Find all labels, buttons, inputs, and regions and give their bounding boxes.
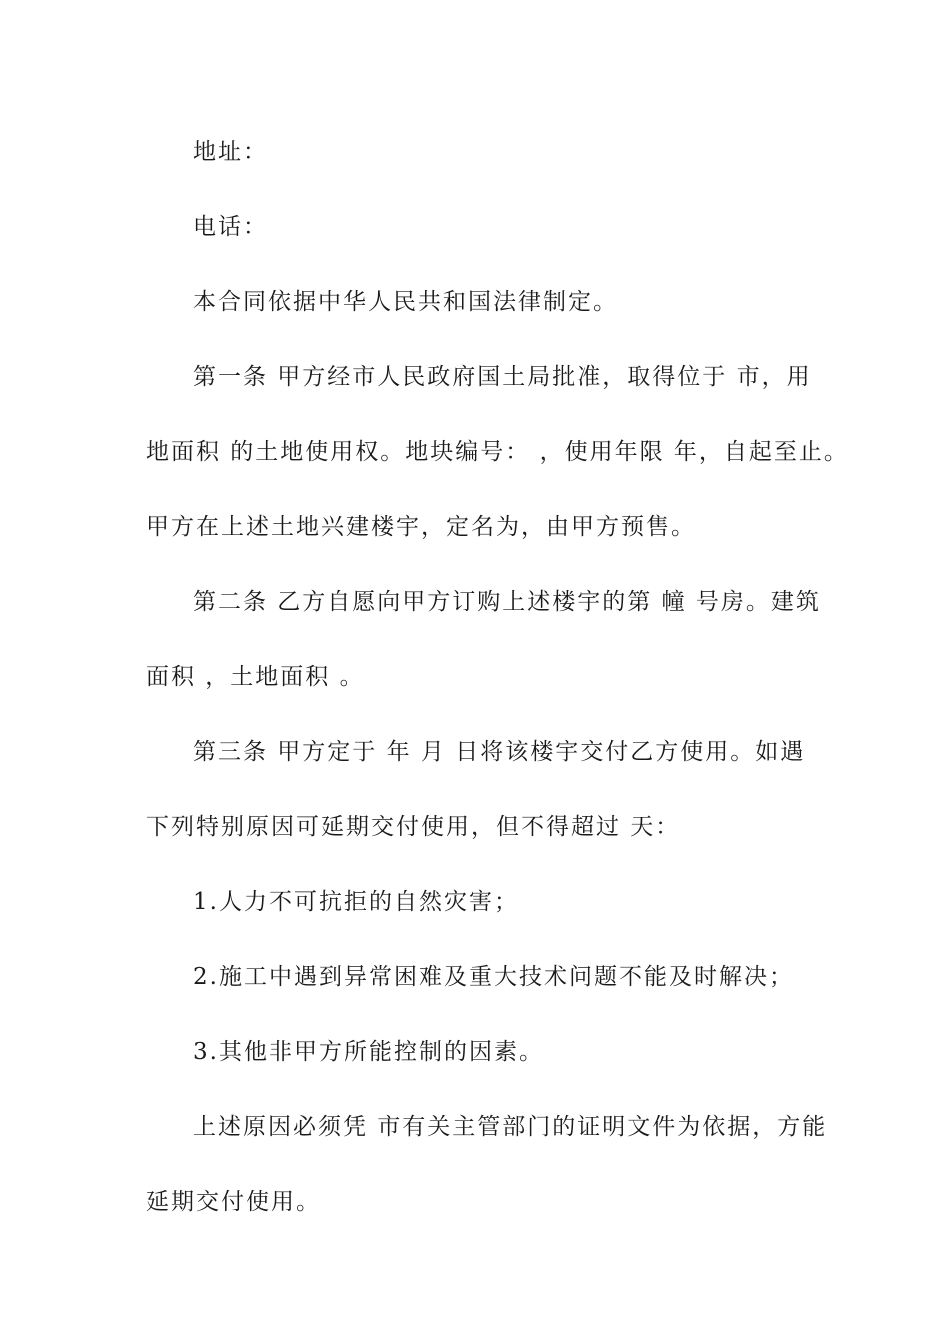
article-2-line-2: 面积 ，土地面积 。: [146, 664, 365, 690]
list-item-1: 1.人力不可抗拒的自然灾害；: [193, 889, 519, 915]
phone-label: 电话：: [193, 214, 268, 240]
proof-paragraph-line-2: 延期交付使用。: [146, 1189, 321, 1215]
proof-paragraph-line-1: 上述原因必须凭 市有关主管部门的证明文件为依据，方能: [193, 1114, 828, 1140]
address-label: 地址：: [193, 139, 268, 165]
list-item-3: 3.其他非甲方所能控制的因素。: [193, 1039, 544, 1065]
list-item-2: 2.施工中遇到异常困难及重大技术问题不能及时解决；: [193, 964, 794, 990]
article-3-line-1: 第三条 甲方定于 年 月 日将该楼宇交付乙方使用。如遇: [193, 739, 806, 765]
article-3-line-2: 下列特别原因可延期交付使用，但不得超过 天：: [146, 814, 681, 840]
governing-law-paragraph: 本合同依据中华人民共和国法律制定。: [193, 289, 618, 315]
article-1-line-1: 第一条 甲方经市人民政府国土局批准，取得位于 市，用: [193, 364, 812, 390]
article-1-line-3: 甲方在上述土地兴建楼宇，定名为，由甲方预售。: [146, 514, 696, 540]
article-1-line-2: 地面积 的土地使用权。地块编号： ，使用年限 年，自起至止。: [146, 439, 849, 465]
article-2-line-1: 第二条 乙方自愿向甲方订购上述楼宇的第 幢 号房。建筑: [193, 589, 821, 615]
